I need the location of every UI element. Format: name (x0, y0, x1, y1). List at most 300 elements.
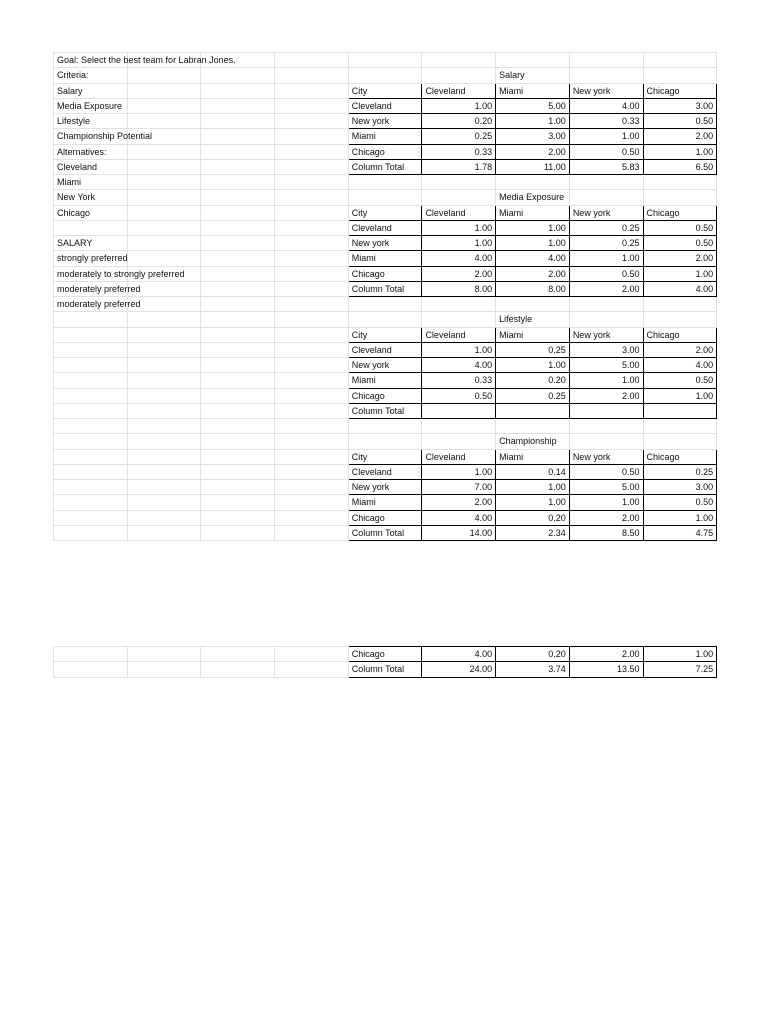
matrix-value-cell[interactable] (422, 403, 496, 418)
sheet-cell[interactable] (422, 297, 496, 312)
matrix-value-cell[interactable]: 0.25 (496, 388, 570, 403)
sheet-cell[interactable] (127, 236, 201, 251)
matrix-value-cell[interactable]: 2.00 (569, 281, 643, 296)
matrix-value-cell[interactable]: 2.00 (569, 510, 643, 525)
sheet-cell[interactable] (127, 159, 201, 174)
matrix-header-cell[interactable]: Cleveland (422, 449, 496, 464)
sheet-cell[interactable] (127, 662, 201, 677)
sheet-cell[interactable] (201, 388, 275, 403)
sheet-cell[interactable] (127, 373, 201, 388)
sheet-cell[interactable] (201, 159, 275, 174)
matrix-header-cell[interactable]: Miami (496, 327, 570, 342)
matrix-value-cell[interactable]: 0.25 (569, 220, 643, 235)
sheet-cell[interactable] (201, 327, 275, 342)
sheet-cell[interactable] (275, 373, 349, 388)
matrix-value-cell[interactable]: 3.00 (643, 98, 717, 113)
matrix-value-cell[interactable]: 1.00 (569, 495, 643, 510)
sheet-cell[interactable] (54, 647, 128, 662)
matrix-row-label[interactable]: Cleveland (348, 342, 422, 357)
sheet-cell[interactable] (643, 190, 717, 205)
matrix-value-cell[interactable] (643, 403, 717, 418)
sheet-cell[interactable] (54, 358, 128, 373)
sheet-cell[interactable] (127, 175, 201, 190)
sheet-cell[interactable] (201, 312, 275, 327)
sheet-cell[interactable] (275, 159, 349, 174)
sheet-cell[interactable] (127, 220, 201, 235)
matrix-value-cell[interactable]: 1.00 (643, 647, 717, 662)
matrix-value-cell[interactable]: 0.20 (496, 510, 570, 525)
matrix-header-cell[interactable]: Chicago (643, 449, 717, 464)
matrix-value-cell[interactable]: 0.14 (496, 464, 570, 479)
matrix-title[interactable]: Lifestyle (496, 312, 570, 327)
sheet-cell[interactable] (201, 297, 275, 312)
matrix-value-cell[interactable]: 0.50 (643, 373, 717, 388)
sheet-cell[interactable] (201, 236, 275, 251)
salary-heading[interactable]: SALARY (54, 236, 128, 251)
matrix-header-cell[interactable]: Cleveland (422, 83, 496, 98)
sheet-cell[interactable] (643, 312, 717, 327)
sheet-cell[interactable] (275, 312, 349, 327)
sheet-cell[interactable] (275, 53, 349, 68)
matrix-value-cell[interactable]: 5.83 (569, 159, 643, 174)
matrix-header-cell[interactable]: Cleveland (422, 327, 496, 342)
matrix-row-label[interactable]: New york (348, 358, 422, 373)
matrix-title[interactable]: Championship (496, 434, 570, 449)
sheet-cell[interactable] (569, 297, 643, 312)
sheet-cell[interactable] (496, 175, 570, 190)
sheet-cell[interactable] (569, 419, 643, 434)
matrix-value-cell[interactable]: 2.34 (496, 525, 570, 540)
sheet-cell[interactable] (275, 236, 349, 251)
matrix-value-cell[interactable]: 0.20 (496, 647, 570, 662)
matrix-title[interactable]: Salary (496, 68, 570, 83)
sheet-cell[interactable] (127, 449, 201, 464)
sheet-cell[interactable] (201, 175, 275, 190)
sheet-cell[interactable] (54, 419, 128, 434)
matrix-value-cell[interactable]: 0.25 (422, 129, 496, 144)
matrix-value-cell[interactable]: 4.00 (643, 281, 717, 296)
sheet-cell[interactable] (348, 53, 422, 68)
sheet-cell[interactable] (201, 342, 275, 357)
sheet-cell[interactable] (643, 175, 717, 190)
matrix-value-cell[interactable]: 2.00 (422, 495, 496, 510)
matrix-value-cell[interactable]: 4.00 (422, 251, 496, 266)
matrix-row-label[interactable]: Chicago (348, 647, 422, 662)
sheet-cell[interactable] (348, 68, 422, 83)
matrix-header-cell[interactable]: New york (569, 327, 643, 342)
matrix-value-cell[interactable]: 5.00 (569, 480, 643, 495)
sheet-cell[interactable] (275, 297, 349, 312)
matrix-value-cell[interactable]: 1.00 (569, 373, 643, 388)
sheet-cell[interactable] (201, 464, 275, 479)
sheet-cell[interactable] (201, 510, 275, 525)
matrix-row-label[interactable]: Chicago (348, 266, 422, 281)
sheet-cell[interactable] (54, 525, 128, 540)
matrix-value-cell[interactable]: 8.00 (496, 281, 570, 296)
matrix-value-cell[interactable]: 8.50 (569, 525, 643, 540)
matrix-title[interactable]: Media Exposure (496, 190, 570, 205)
sheet-cell[interactable] (127, 83, 201, 98)
matrix-value-cell[interactable]: 2.00 (422, 266, 496, 281)
sheet-cell[interactable] (127, 358, 201, 373)
matrix-header-cell[interactable]: Chicago (643, 327, 717, 342)
matrix-value-cell[interactable]: 1.00 (643, 144, 717, 159)
matrix-header-cell[interactable]: New york (569, 449, 643, 464)
sheet-cell[interactable] (348, 297, 422, 312)
matrix-header-cell[interactable]: Chicago (643, 83, 717, 98)
sheet-cell[interactable] (643, 434, 717, 449)
sheet-cell[interactable] (275, 175, 349, 190)
criterion-item[interactable]: Lifestyle (54, 114, 128, 129)
matrix-value-cell[interactable]: 2.00 (643, 251, 717, 266)
matrix-row-label[interactable]: Cleveland (348, 220, 422, 235)
sheet-cell[interactable] (422, 53, 496, 68)
matrix-value-cell[interactable]: 1.00 (496, 358, 570, 373)
alternatives-label[interactable]: Alternatives: (54, 144, 128, 159)
sheet-cell[interactable] (54, 388, 128, 403)
sheet-cell[interactable] (275, 251, 349, 266)
sheet-cell[interactable] (569, 68, 643, 83)
matrix-value-cell[interactable]: 1.00 (643, 266, 717, 281)
matrix-value-cell[interactable]: 1.00 (643, 388, 717, 403)
matrix-value-cell[interactable]: 1.00 (569, 129, 643, 144)
sheet-cell[interactable] (201, 434, 275, 449)
salary-note[interactable]: moderately preferred (54, 297, 128, 312)
sheet-cell[interactable] (275, 266, 349, 281)
matrix-value-cell[interactable]: 1.00 (643, 510, 717, 525)
sheet-cell[interactable] (201, 83, 275, 98)
criteria-label[interactable]: Criteria: (54, 68, 128, 83)
matrix-row-label[interactable]: Column Total (348, 159, 422, 174)
goal-label[interactable]: Goal: Select the best team for Labran Jones. (54, 53, 128, 68)
salary-note[interactable]: moderately to strongly preferred (54, 266, 128, 281)
sheet-cell[interactable] (127, 388, 201, 403)
sheet-cell[interactable] (201, 98, 275, 113)
matrix-value-cell[interactable]: 1.00 (422, 98, 496, 113)
salary-note[interactable]: strongly preferred (54, 251, 128, 266)
sheet-cell[interactable] (275, 83, 349, 98)
matrix-header-cell[interactable]: Cleveland (422, 205, 496, 220)
matrix-value-cell[interactable]: 2.00 (569, 388, 643, 403)
matrix-row-label[interactable]: Miami (348, 373, 422, 388)
matrix-header-cell[interactable]: City (348, 83, 422, 98)
matrix-value-cell[interactable]: 0.25 (496, 342, 570, 357)
sheet-cell[interactable] (643, 297, 717, 312)
matrix-value-cell[interactable]: 14.00 (422, 525, 496, 540)
matrix-header-cell[interactable]: Miami (496, 449, 570, 464)
matrix-value-cell[interactable]: 7.00 (422, 480, 496, 495)
matrix-value-cell[interactable]: 1.00 (496, 480, 570, 495)
sheet-cell[interactable] (201, 662, 275, 677)
sheet-cell[interactable] (275, 342, 349, 357)
alternative-item[interactable]: Miami (54, 175, 128, 190)
sheet-cell[interactable] (275, 327, 349, 342)
sheet-cell[interactable] (496, 419, 570, 434)
sheet-cell[interactable] (275, 495, 349, 510)
sheet-cell[interactable] (127, 495, 201, 510)
sheet-cell[interactable] (127, 327, 201, 342)
sheet-cell[interactable] (54, 373, 128, 388)
sheet-cell[interactable] (275, 647, 349, 662)
matrix-value-cell[interactable]: 4.00 (569, 98, 643, 113)
sheet-cell[interactable] (275, 205, 349, 220)
matrix-value-cell[interactable]: 1.00 (496, 220, 570, 235)
sheet-cell[interactable] (275, 68, 349, 83)
alternative-item[interactable]: New York (54, 190, 128, 205)
matrix-row-label[interactable]: Cleveland (348, 464, 422, 479)
sheet-cell[interactable] (54, 220, 128, 235)
matrix-row-label[interactable]: Miami (348, 495, 422, 510)
matrix-row-label[interactable]: New york (348, 480, 422, 495)
sheet-cell[interactable] (54, 342, 128, 357)
sheet-cell[interactable] (127, 525, 201, 540)
matrix-row-label[interactable]: Chicago (348, 510, 422, 525)
salary-note[interactable]: moderately preferred (54, 281, 128, 296)
sheet-cell[interactable] (643, 419, 717, 434)
sheet-cell[interactable] (201, 647, 275, 662)
sheet-cell[interactable] (127, 647, 201, 662)
matrix-value-cell[interactable]: 2.00 (643, 129, 717, 144)
matrix-row-label[interactable]: Chicago (348, 144, 422, 159)
matrix-value-cell[interactable]: 8.00 (422, 281, 496, 296)
sheet-cell[interactable] (201, 480, 275, 495)
sheet-cell[interactable] (201, 68, 275, 83)
sheet-cell[interactable] (643, 68, 717, 83)
matrix-value-cell[interactable]: 2.00 (496, 266, 570, 281)
sheet-cell[interactable] (201, 419, 275, 434)
matrix-value-cell[interactable]: 24.00 (422, 662, 496, 677)
sheet-cell[interactable] (569, 312, 643, 327)
sheet-cell[interactable] (422, 190, 496, 205)
matrix-header-cell[interactable]: City (348, 449, 422, 464)
sheet-cell[interactable] (275, 190, 349, 205)
sheet-cell[interactable] (201, 205, 275, 220)
matrix-header-cell[interactable]: City (348, 205, 422, 220)
sheet-cell[interactable] (54, 510, 128, 525)
matrix-value-cell[interactable]: 11.00 (496, 159, 570, 174)
sheet-cell[interactable] (127, 342, 201, 357)
sheet-cell[interactable] (54, 464, 128, 479)
matrix-value-cell[interactable]: 1.00 (422, 464, 496, 479)
sheet-cell[interactable] (54, 662, 128, 677)
matrix-value-cell[interactable]: 0.25 (569, 236, 643, 251)
sheet-cell[interactable] (201, 281, 275, 296)
sheet-cell[interactable] (127, 510, 201, 525)
matrix-value-cell[interactable]: 0.20 (422, 114, 496, 129)
matrix-value-cell[interactable]: 0.33 (422, 144, 496, 159)
sheet-cell[interactable] (275, 388, 349, 403)
sheet-cell[interactable] (496, 297, 570, 312)
sheet-cell[interactable] (201, 251, 275, 266)
sheet-cell[interactable] (569, 53, 643, 68)
matrix-value-cell[interactable]: 1.00 (422, 236, 496, 251)
sheet-cell[interactable] (201, 403, 275, 418)
matrix-row-label[interactable]: Column Total (348, 525, 422, 540)
sheet-cell[interactable] (54, 495, 128, 510)
sheet-cell[interactable] (569, 175, 643, 190)
sheet-cell[interactable] (201, 373, 275, 388)
matrix-value-cell[interactable]: 2.00 (496, 144, 570, 159)
sheet-cell[interactable] (201, 449, 275, 464)
matrix-value-cell[interactable]: 0.33 (569, 114, 643, 129)
matrix-value-cell[interactable]: 0.50 (422, 388, 496, 403)
sheet-cell[interactable] (275, 403, 349, 418)
matrix-header-cell[interactable]: City (348, 327, 422, 342)
criterion-item[interactable]: Media Exposure (54, 98, 128, 113)
sheet-cell[interactable] (127, 205, 201, 220)
matrix-value-cell[interactable]: 0.50 (643, 220, 717, 235)
matrix-value-cell[interactable]: 1.00 (422, 342, 496, 357)
sheet-cell[interactable] (127, 190, 201, 205)
matrix-value-cell[interactable]: 0.50 (643, 495, 717, 510)
sheet-cell[interactable] (348, 190, 422, 205)
matrix-value-cell[interactable]: 3.00 (496, 129, 570, 144)
matrix-header-cell[interactable]: Miami (496, 83, 570, 98)
matrix-value-cell[interactable]: 0.33 (422, 373, 496, 388)
matrix-value-cell[interactable]: 4.00 (422, 358, 496, 373)
matrix-value-cell[interactable]: 4.00 (422, 647, 496, 662)
matrix-value-cell[interactable]: 1.00 (422, 220, 496, 235)
matrix-value-cell[interactable]: 1.00 (569, 251, 643, 266)
sheet-cell[interactable] (275, 480, 349, 495)
sheet-cell[interactable] (275, 281, 349, 296)
sheet-cell[interactable] (348, 312, 422, 327)
sheet-cell[interactable] (127, 464, 201, 479)
sheet-cell[interactable] (54, 434, 128, 449)
matrix-row-label[interactable]: Miami (348, 129, 422, 144)
matrix-value-cell[interactable]: 4.00 (643, 358, 717, 373)
sheet-cell[interactable] (201, 190, 275, 205)
sheet-cell[interactable] (275, 358, 349, 373)
matrix-header-cell[interactable]: New york (569, 83, 643, 98)
sheet-cell[interactable] (348, 434, 422, 449)
sheet-cell[interactable] (422, 68, 496, 83)
matrix-value-cell[interactable]: 4.00 (496, 251, 570, 266)
matrix-value-cell[interactable]: 0.50 (569, 266, 643, 281)
sheet-cell[interactable] (127, 98, 201, 113)
sheet-cell[interactable] (127, 419, 201, 434)
matrix-value-cell[interactable]: 0.50 (569, 464, 643, 479)
sheet-cell[interactable] (201, 525, 275, 540)
matrix-value-cell[interactable]: 0.50 (643, 236, 717, 251)
alternative-item[interactable]: Cleveland (54, 159, 128, 174)
matrix-value-cell[interactable]: 1.78 (422, 159, 496, 174)
matrix-row-label[interactable]: Column Total (348, 662, 422, 677)
matrix-value-cell[interactable]: 0.25 (643, 464, 717, 479)
matrix-header-cell[interactable]: Miami (496, 205, 570, 220)
matrix-row-label[interactable]: Chicago (348, 388, 422, 403)
matrix-value-cell[interactable]: 2.00 (569, 647, 643, 662)
sheet-cell[interactable] (422, 434, 496, 449)
sheet-cell[interactable] (643, 53, 717, 68)
matrix-row-label[interactable]: New york (348, 114, 422, 129)
matrix-row-label[interactable]: Miami (348, 251, 422, 266)
sheet-cell[interactable] (569, 190, 643, 205)
sheet-cell[interactable] (201, 220, 275, 235)
sheet-cell[interactable] (54, 449, 128, 464)
matrix-row-label[interactable]: Cleveland (348, 98, 422, 113)
sheet-cell[interactable] (348, 419, 422, 434)
sheet-cell[interactable] (275, 464, 349, 479)
matrix-row-label[interactable]: New york (348, 236, 422, 251)
sheet-cell[interactable] (275, 419, 349, 434)
sheet-cell[interactable] (275, 434, 349, 449)
matrix-value-cell[interactable]: 2.00 (643, 342, 717, 357)
sheet-cell[interactable] (201, 358, 275, 373)
matrix-value-cell[interactable]: 4.75 (643, 525, 717, 540)
sheet-cell[interactable] (201, 144, 275, 159)
matrix-value-cell[interactable]: 1.00 (496, 495, 570, 510)
sheet-cell[interactable] (127, 144, 201, 159)
sheet-cell[interactable] (275, 144, 349, 159)
matrix-value-cell[interactable]: 6.50 (643, 159, 717, 174)
sheet-cell[interactable] (496, 53, 570, 68)
sheet-cell[interactable] (569, 434, 643, 449)
matrix-value-cell[interactable] (496, 403, 570, 418)
matrix-header-cell[interactable]: New york (569, 205, 643, 220)
matrix-value-cell[interactable]: 1.00 (496, 114, 570, 129)
matrix-value-cell[interactable]: 0.50 (569, 144, 643, 159)
sheet-cell[interactable] (54, 403, 128, 418)
sheet-cell[interactable] (127, 403, 201, 418)
matrix-row-label[interactable]: Column Total (348, 403, 422, 418)
matrix-value-cell[interactable]: 4.00 (422, 510, 496, 525)
matrix-value-cell[interactable]: 5.00 (569, 358, 643, 373)
sheet-cell[interactable] (127, 68, 201, 83)
sheet-cell[interactable] (275, 510, 349, 525)
sheet-cell[interactable] (275, 114, 349, 129)
criterion-item[interactable]: Championship Potential (54, 129, 128, 144)
sheet-cell[interactable] (275, 662, 349, 677)
sheet-cell[interactable] (127, 251, 201, 266)
matrix-value-cell[interactable]: 0.20 (496, 373, 570, 388)
matrix-value-cell[interactable]: 3.74 (496, 662, 570, 677)
sheet-cell[interactable] (275, 449, 349, 464)
sheet-cell[interactable] (348, 175, 422, 190)
sheet-cell[interactable] (422, 312, 496, 327)
matrix-value-cell[interactable] (569, 403, 643, 418)
sheet-cell[interactable] (201, 266, 275, 281)
sheet-cell[interactable] (201, 495, 275, 510)
matrix-header-cell[interactable]: Chicago (643, 205, 717, 220)
sheet-cell[interactable] (275, 98, 349, 113)
sheet-cell[interactable] (275, 525, 349, 540)
sheet-cell[interactable] (54, 480, 128, 495)
matrix-value-cell[interactable]: 13.50 (569, 662, 643, 677)
matrix-value-cell[interactable]: 3.00 (569, 342, 643, 357)
criterion-item[interactable]: Salary (54, 83, 128, 98)
matrix-value-cell[interactable]: 5.00 (496, 98, 570, 113)
sheet-cell[interactable] (201, 114, 275, 129)
sheet-cell[interactable] (127, 114, 201, 129)
matrix-row-label[interactable]: Column Total (348, 281, 422, 296)
sheet-cell[interactable] (422, 175, 496, 190)
sheet-cell[interactable] (127, 434, 201, 449)
sheet-cell[interactable] (127, 312, 201, 327)
sheet-cell[interactable] (275, 220, 349, 235)
matrix-value-cell[interactable]: 3.00 (643, 480, 717, 495)
sheet-cell[interactable] (275, 129, 349, 144)
matrix-value-cell[interactable]: 1.00 (496, 236, 570, 251)
sheet-cell[interactable] (54, 327, 128, 342)
sheet-cell[interactable] (422, 419, 496, 434)
sheet-cell[interactable] (201, 129, 275, 144)
matrix-value-cell[interactable]: 0.50 (643, 114, 717, 129)
sheet-cell[interactable] (127, 480, 201, 495)
alternative-item[interactable]: Chicago (54, 205, 128, 220)
matrix-value-cell[interactable]: 7.25 (643, 662, 717, 677)
sheet-cell[interactable] (54, 312, 128, 327)
